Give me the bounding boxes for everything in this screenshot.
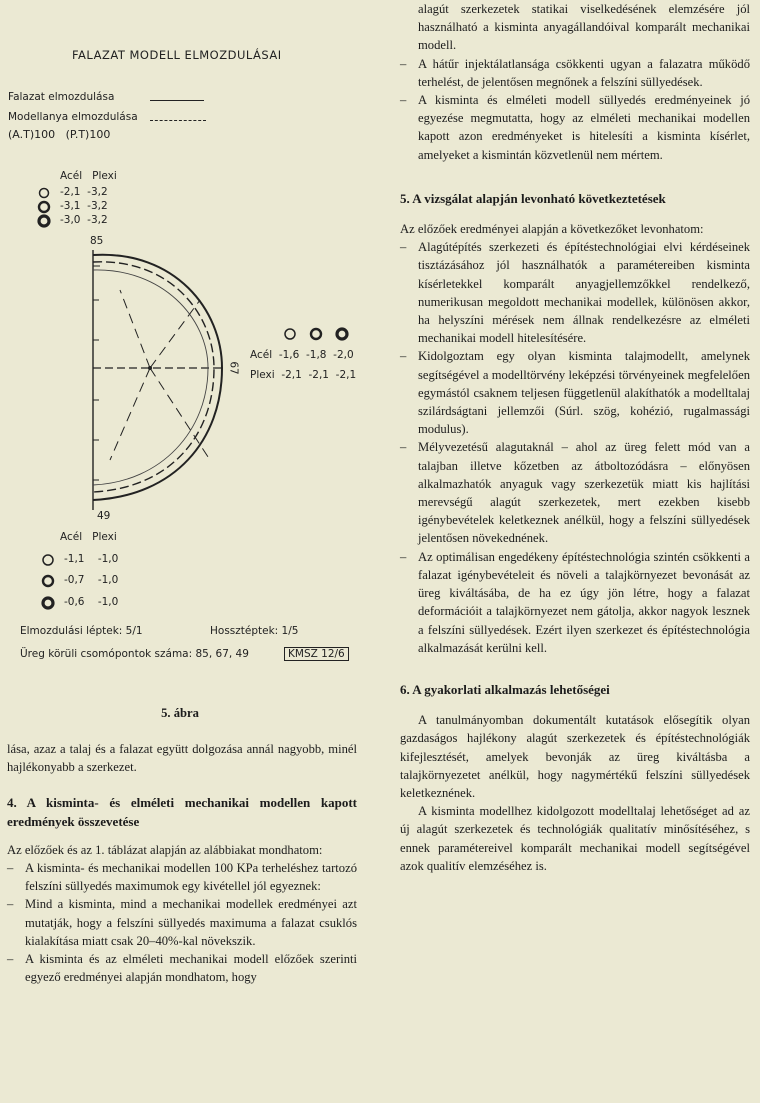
top-table-row-3: -3,0 -3,2	[60, 214, 108, 226]
left-column	[7, 740, 357, 986]
section-4-list	[7, 859, 357, 986]
list-item: – A kisminta és elméleti modell süllyedés eredményeinek jó egyezése megmutatta, hogy az elméleti mechanikai modellen kapott azon eredményeket is hitelesíti a kisminta kísérlet, amelyeket a kismintán közvetlenül nem mértem.	[400, 91, 750, 164]
radial-line-upper	[150, 300, 200, 368]
section-4-intro: Az előzőek és az 1. táblázat alapján az alábbiakat mondhatom:	[7, 842, 323, 857]
section-5-heading: 5. A vizsgálat alapján levonható következtetések	[400, 190, 666, 206]
section-4-heading: 4. A kisminta- és elméleti mechanikai modellen kapott eredmények összevetése	[7, 795, 357, 829]
marker-circle-thin-right	[285, 329, 295, 339]
list-item: – A kisminta- és mechanikai modellen 100 KPa terheléshez tartozó felszíni süllyedés maximumok egy kivétellel jól egyeznek:	[7, 859, 357, 895]
list-item: – Mind a kisminta, mind a mechanikai modellek eredményei azt mutatják, hogy a felszíni süllyedés maximuma a falazat csuklós kialakítása miatt csak 20–40%-kal növekszik.	[7, 895, 357, 950]
scale-left: Elmozdulási léptek: 5/1	[20, 625, 143, 637]
list-item: – Kidolgoztam egy olyan kisminta talajmodellt, amelynek segítségével a modelltörvény leképzési törvényeinek megfelelően egymástól csaknem teljesen függetlenül alakíthatók a modelltalaj szilárdságtani jellemzői (Súrl. szög, kohézió, rugalmassági modulus).	[400, 347, 750, 438]
paragraph-continued: lása, azaz a talaj és a falazat együtt dolgozása annál nagyobb, minél hajlékonyabb a szerkezet.	[7, 742, 357, 775]
wall-displacement-curve	[93, 255, 222, 500]
figure-title: FALAZAT MODELL ELMOZDULÁSAI	[72, 48, 282, 62]
right-table-acel: Acél -1,6 -1,8 -2,0	[250, 349, 354, 361]
marker-circle-thin-bottom	[43, 555, 53, 565]
list-item: – A kisminta és az elméleti mechanikai modell előzőek szerinti egyező eredményei alapján mondhatom, hogy	[7, 950, 357, 986]
list-item: – A hátűr injektálatlansága csökkenti ugyan a falazatra működő terhelést, de jelentősen megnőnek a felszíni süllyedések.	[400, 55, 750, 91]
section-5-intro: Az előzőek eredményei alapján a következőket levonhatom:	[400, 222, 704, 237]
legend-dashed-label: Modellanya elmozdulása	[8, 111, 138, 123]
legend-ratio: (A.T)100 (P.T)100	[8, 128, 111, 141]
label-67: 67	[227, 361, 240, 375]
marker-circle-medium-top	[39, 202, 49, 212]
label-49: 49	[97, 510, 111, 522]
radial-line-lower	[150, 368, 210, 460]
continued-item: alagút szerkezetek statikai viselkedésének elemzésére jól használható a kisminta anyagállandóival komparált mechanikai modell.	[418, 2, 750, 53]
marker-circle-thick-right	[337, 329, 347, 339]
right-column	[400, 0, 750, 875]
section-5-list	[400, 238, 750, 657]
figure-caption: 5. ábra	[161, 706, 199, 720]
displacement-diagram	[0, 0, 360, 680]
label-85: 85	[90, 235, 104, 247]
right-table-plexi: Plexi -2,1 -2,1 -2,1	[250, 369, 357, 381]
list-item: – Alagútépítés szerkezeti és építéstechnológiai elvi kérdéseinek tisztázásához jól használhatók a paramétereiben kisminta kísérletekkel komparált anyagjellemzőkkel rendelkező, numerikusan megoldott mechanikai modellek, különösen akkor, ha helyszíni mérések nem állnak rendelkezésre az elméleti mechanikai modell hitelesítésére.	[400, 238, 750, 347]
radial-line-lower-2	[110, 368, 150, 460]
section-6-heading: 6. A gyakorlati alkalmazás lehetőségei	[400, 681, 610, 697]
points-line: Üreg körüli csomópontok száma: 85, 67, 49	[20, 648, 249, 660]
legend-solid-label: Falazat elmozdulása	[8, 91, 115, 103]
top-table-row-1: -2,1 -3,2	[60, 186, 108, 198]
bottom-table-row-3: -0,6 -1,0	[64, 596, 119, 608]
marker-circle-thick-bottom	[43, 598, 53, 608]
continued-list	[400, 55, 750, 164]
marker-circle-medium-bottom	[43, 576, 53, 586]
bottom-table-row-2: -0,7 -1,0	[64, 574, 119, 586]
bottom-table-row-1: -1,1 -1,0	[64, 553, 119, 565]
bottom-table-header: Acél Plexi	[60, 531, 117, 543]
section-6-paragraph-2: A kisminta modellhez kidolgozott modelltalaj lehetőséget ad az új alagút szerkezetek és technológiák qualitatív minősítéséhez, s ennek paramétereivel komparált mechanikai modell segítségével azok qualitív elemzéséhez is.	[400, 804, 750, 873]
top-table-header: Acél Plexi	[60, 170, 117, 182]
radial-line-upper-2	[120, 290, 150, 368]
marker-circle-thick-top	[39, 216, 49, 226]
marker-circle-thin-top	[40, 189, 49, 198]
section-6-paragraph-1: A tanulmányomban dokumentált kutatások elősegítik olyan gazdaságos hajlékony alagút szerkezetek és építéstechnológiák kifejlesztését, amelyek bevonják az üreg kiváltásba a talajkörnyezetet anélkül, hogy nagymértékű felszíni süllyedések keletkeznének.	[400, 713, 750, 800]
scale-right: Hossztéptek: 1/5	[210, 625, 299, 637]
stamp: KMSZ 12/6	[284, 647, 349, 661]
top-table-row-2: -3,1 -3,2	[60, 200, 108, 212]
marker-circle-medium-right	[311, 329, 321, 339]
list-item: – Mélyvezetésű alagutaknál – ahol az üreg felett mód van a talajban illetve kőzetben az átboltozódásra – előnyösen alkalmazhatók anyaguk vagy szerkezetük miatt kis hajlítási merevségű alagút szerkezetek, mert ezekben kisebb igénybevételek keletkeznek anélkül, hogy a felszíni süllyedések jelentősen növekednének.	[400, 438, 750, 547]
list-item: – Az optimálisan engedékeny építéstechnológia szintén csökkenti a falazat igénybevételeit és növeli a talajkörnyezet bevonását az üreg kiváltásába, de ha ez úgy jön létre, hogy a falazat deformációit a talajkörnyezet nem gátolja, akkor nagyok lesznek a felszíni süllyedések. Ezért ilyen szerkezet és építéstechnológia alkalmazását kerülni kell.	[400, 548, 750, 657]
